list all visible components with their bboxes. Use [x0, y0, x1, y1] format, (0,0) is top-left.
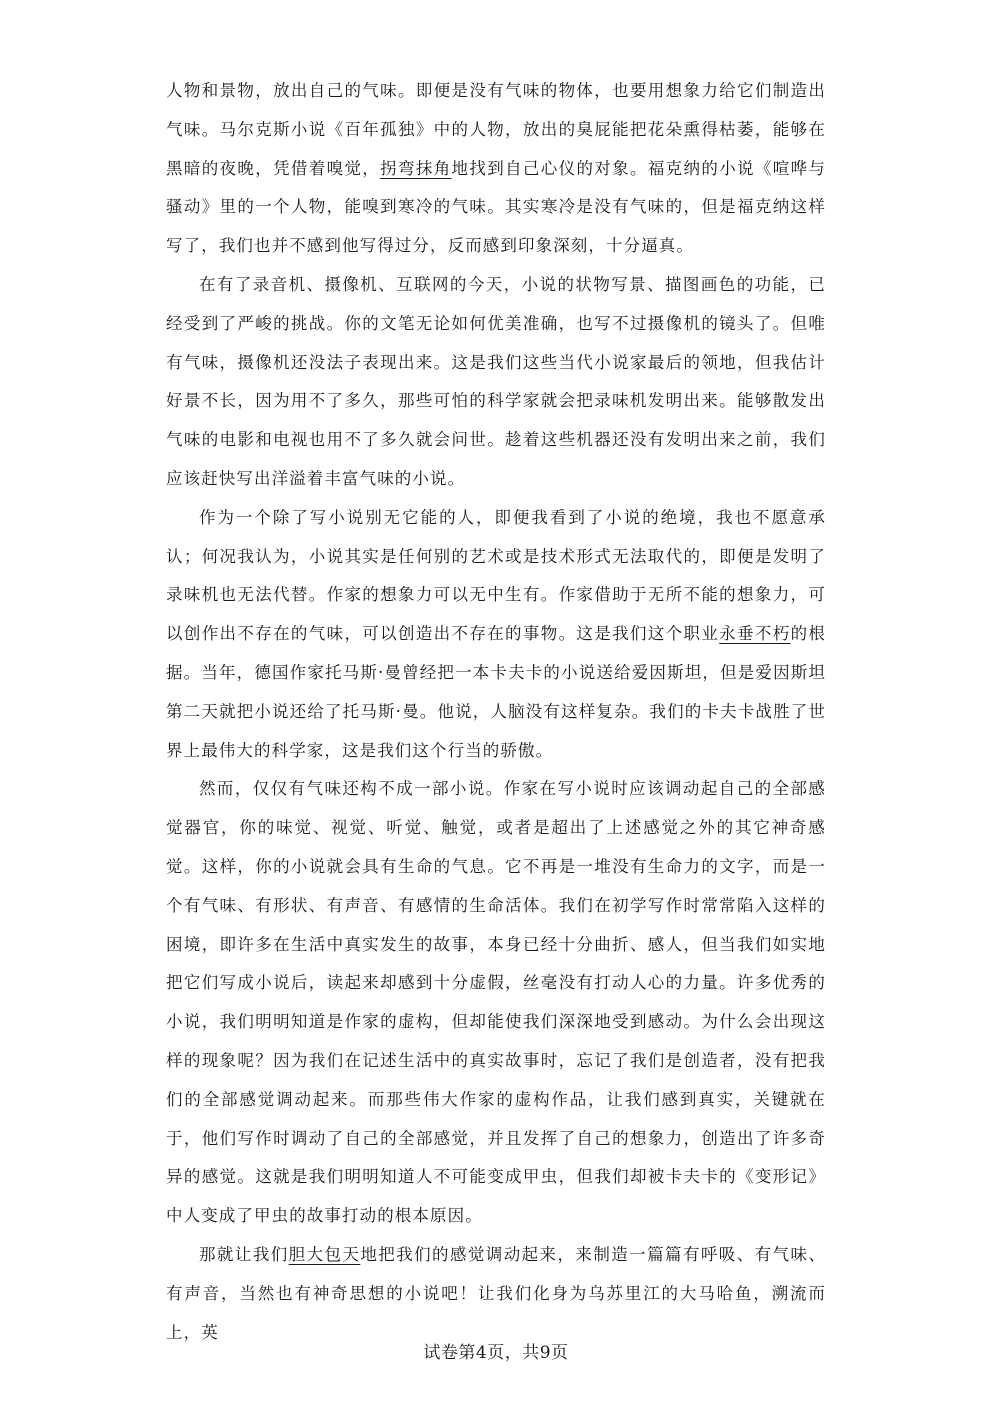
- underlined-term-danda-baotian: 胆大包天: [288, 1244, 361, 1264]
- paragraph-text: 地找到自己心仪的对象。福克纳的小说《喧哗与骚动》里的一个人物，能嗅到寒冷的气味。其实寒冷是没有气味的，但是福克纳这样写了，我们也并不感到他写得过分，反而感到印象深刻，十分逼真。: [166, 158, 827, 256]
- paragraph-text: 作为一个除了写小说别无它能的人，即便我看到了小说的绝境，我也不愿意承认；何况我认为，小说其实是任何别的艺术或是技术形式无法取代的，即便是发明了录味机也无法代替。作家的想象力可以无中生有。作家借助于无所不能的想象力，可以创作出不存在的气味，可以创造出不存在的事物。这是我们这个职业: [166, 507, 826, 644]
- paragraph-4: [166, 770, 826, 1236]
- paragraph-5: [166, 1236, 826, 1352]
- document-body: [166, 72, 826, 1352]
- paragraph-text: 那就让我们: [199, 1244, 289, 1264]
- paragraph-text: 人物和景物，放出自己的气味。即便是没有气味的物体，也要用想象力给它们制造出气味。马尔克斯小说《百年孤独》中的人物，放出的臭屁能把花朵熏得枯萎，能够在黑暗的夜晚，凭借着嗅觉，: [166, 81, 826, 178]
- paragraph-text: 然而，仅仅有气味还构不成一部小说。作家在写小说时应该调动起自己的全部感觉器官，你的味觉、视觉、听觉、触觉，或者是超出了上述感觉之外的其它神奇感觉。这样，你的小说就会具有生命的气息。它不再是一堆没有生命力的文字，而是一个有气味、有形状、有声音、有感情的生命活体。我们在初学写作时常常陷入这样的困境，即许多在生活中真实发生的故事，本身已经十分曲折、感人，但当我们如实地把它们写成小说后，读起来却感到十分虚假，丝毫没有打动人心的力量。许多优秀的小说，我们明明知道是作家的虚构，但却能使我们深深地受到感动。为什么会出现这样的现象呢？因为我们在记述生活中的真实故事时，忘记了我们是创造者，没有把我们的全部感觉调动起来。而那些伟大作家的虚构作品，让我们感到真实，关键就在于，他们写作时调动了自己的全部感觉，并且发挥了自己的想象力，创造出了许多奇异的感觉。这就是我们明明知道人不可能变成甲虫，但我们却被卡夫卡的《变形记》中人变成了甲虫的故事打动的根本原因。: [166, 779, 826, 1226]
- paragraph-1: [166, 72, 826, 266]
- page-footer: 试卷第4页，共9页: [423, 1343, 569, 1363]
- underlined-term-yongchui-buxiu: 永垂不朽: [719, 624, 791, 644]
- paragraph-2: [166, 266, 826, 499]
- paragraph-text: 地把我们的感觉调动起来，来制造一篇篇有呼吸、有气味、有声音，当然也有神奇思想的小说吧！让我们化身为乌苏里江的大马哈鱼，溯流而上，英: [166, 1244, 827, 1342]
- paragraph-text: 在有了录音机、摄像机、互联网的今天，小说的状物写景、描图画色的功能，已经受到了严峻的挑战。你的文笔无论如何优美准确，也写不过摄像机的镜头了。但唯有气味，摄像机还没法子表现出来。这是我们这些当代小说家最后的领地，但我估计好景不长，因为用不了多久，那些可怕的科学家就会把录味机发明出来。能够散发出气味的电影和电视也用不了多久就会问世。趁着这些机器还没有发明出来之前，我们应该赶快写出洋溢着丰富气味的小说。: [166, 274, 826, 488]
- underlined-term-guaiwan-moja: 拐弯抹角: [380, 158, 452, 178]
- paragraph-text: 的根据。当年，德国作家托马斯·曼曾经把一本卡夫卡的小说送给爱因斯坦，但是爱因斯坦第二天就把小说还给了托马斯·曼。他说，人脑没有这样复杂。我们的卡夫卡战胜了世界上最伟大的科学家，这是我们这个行当的骄傲。: [166, 624, 827, 760]
- paragraph-3: [166, 499, 826, 771]
